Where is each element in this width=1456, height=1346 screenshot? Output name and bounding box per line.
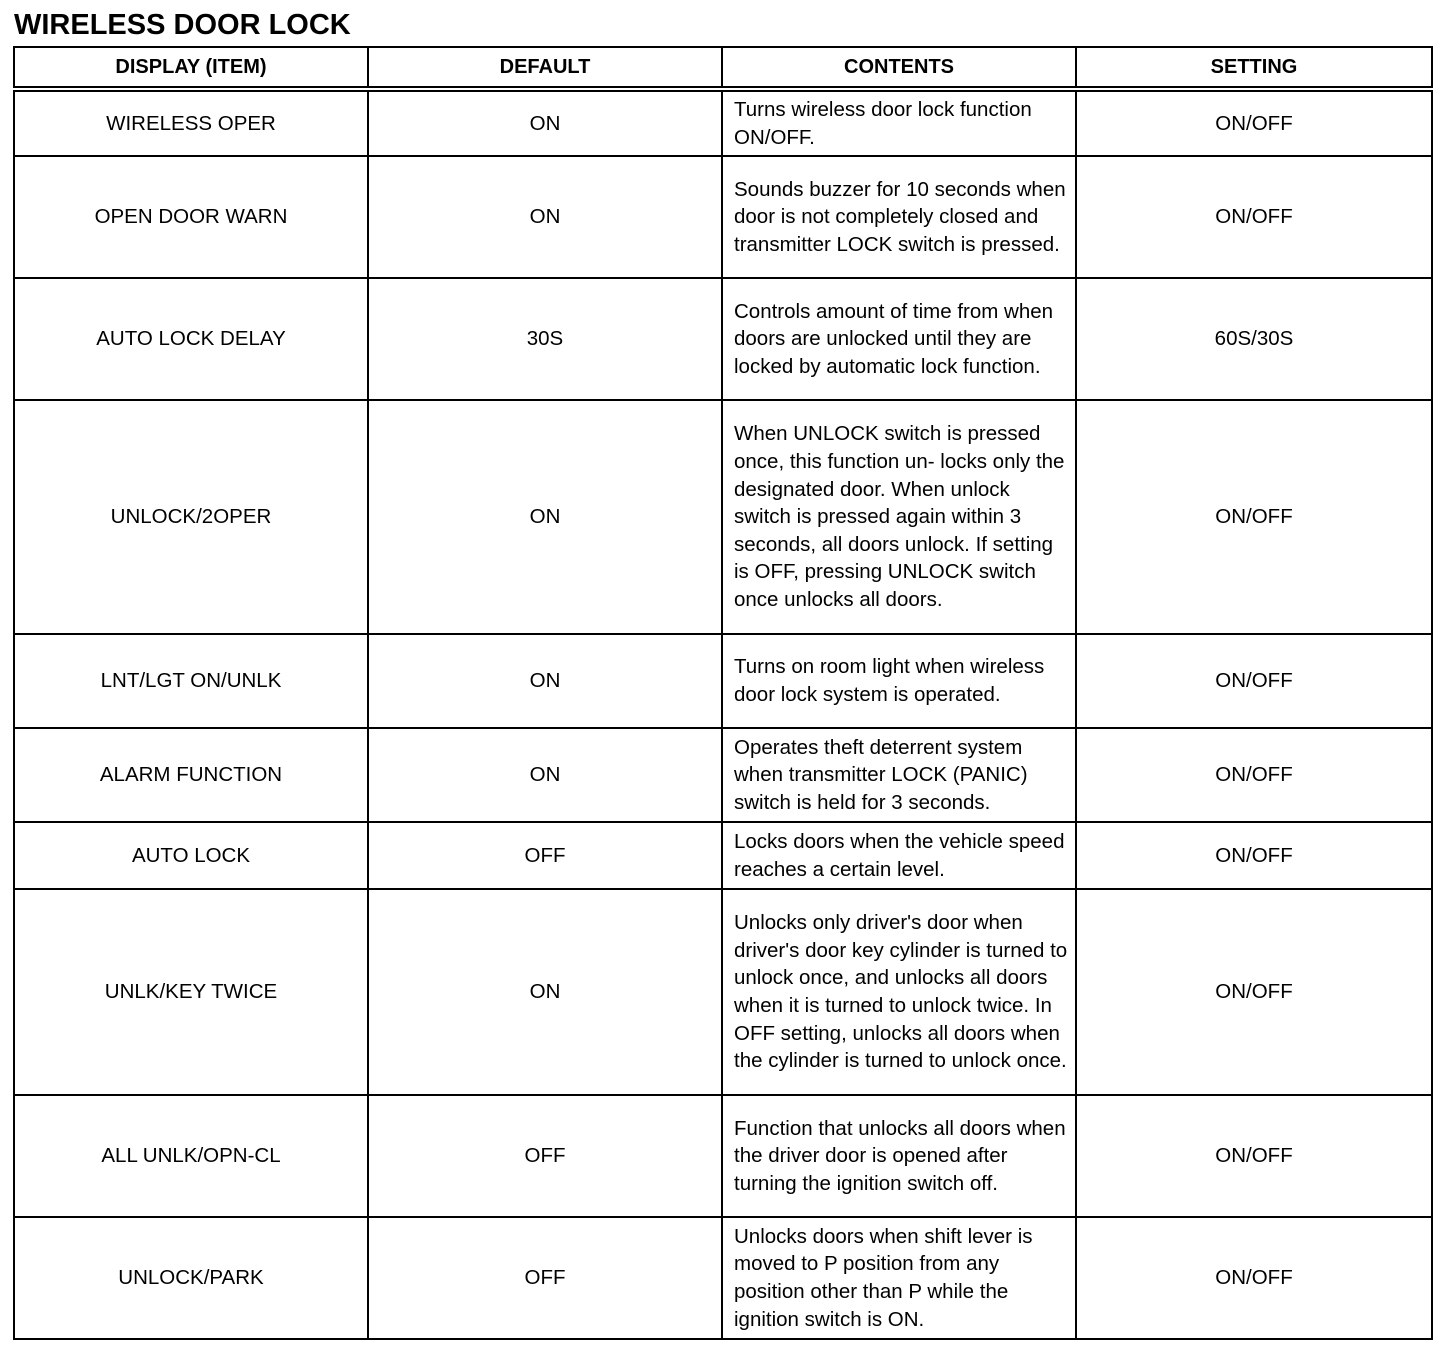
column-header-default: DEFAULT [368, 47, 722, 89]
item-cell: OPEN DOOR WARN [14, 156, 368, 278]
item-cell: ALARM FUNCTION [14, 728, 368, 822]
setting-cell: ON/OFF [1076, 89, 1432, 156]
default-cell: ON [368, 89, 722, 156]
table-row [14, 156, 1432, 278]
item-cell: UNLK/KEY TWICE [14, 889, 368, 1095]
table-row [14, 634, 1432, 728]
default-cell: ON [368, 728, 722, 822]
contents-cell: Operates theft deterrent system when transmitter LOCK (PANIC) switch is held for 3 seconds. [722, 728, 1076, 822]
contents-cell: Controls amount of time from when doors are unlocked until they are locked by automatic lock function. [722, 278, 1076, 400]
table-header-row [14, 47, 1432, 89]
setting-cell: ON/OFF [1076, 400, 1432, 634]
item-cell: LNT/LGT ON/UNLK [14, 634, 368, 728]
table-row [14, 400, 1432, 634]
contents-cell: Turns wireless door lock function ON/OFF. [722, 89, 1076, 156]
table-row [14, 822, 1432, 889]
item-cell: AUTO LOCK [14, 822, 368, 889]
column-header-item: DISPLAY (ITEM) [14, 47, 368, 89]
contents-cell: Locks doors when the vehicle speed reaches a certain level. [722, 822, 1076, 889]
contents-cell: When UNLOCK switch is pressed once, this function un- locks only the designated door. When unlock switch is pressed again within 3 seconds, all doors unlock. If setting is OFF, pressing UNLOCK switch once unlocks all doors. [722, 400, 1076, 634]
settings-table [13, 46, 1433, 1340]
table-row [14, 89, 1432, 156]
table-row [14, 728, 1432, 822]
default-cell: 30S [368, 278, 722, 400]
column-header-contents: CONTENTS [722, 47, 1076, 89]
default-cell: OFF [368, 1217, 722, 1339]
setting-cell: ON/OFF [1076, 634, 1432, 728]
setting-cell: ON/OFF [1076, 728, 1432, 822]
contents-cell: Sounds buzzer for 10 seconds when door is not completely closed and transmitter LOCK switch is pressed. [722, 156, 1076, 278]
setting-cell: ON/OFF [1076, 156, 1432, 278]
contents-cell: Unlocks doors when shift lever is moved to P position from any position other than P while the ignition switch is ON. [722, 1217, 1076, 1339]
default-cell: ON [368, 400, 722, 634]
contents-cell: Turns on room light when wireless door lock system is operated. [722, 634, 1076, 728]
item-cell: WIRELESS OPER [14, 89, 368, 156]
setting-cell: ON/OFF [1076, 1217, 1432, 1339]
item-cell: UNLOCK/PARK [14, 1217, 368, 1339]
setting-cell: ON/OFF [1076, 822, 1432, 889]
column-header-setting: SETTING [1076, 47, 1432, 89]
default-cell: ON [368, 889, 722, 1095]
setting-cell: ON/OFF [1076, 1095, 1432, 1217]
contents-cell: Function that unlocks all doors when the driver door is opened after turning the ignition switch off. [722, 1095, 1076, 1217]
item-cell: AUTO LOCK DELAY [14, 278, 368, 400]
item-cell: ALL UNLK/OPN-CL [14, 1095, 368, 1217]
table-row [14, 889, 1432, 1095]
table-row [14, 1095, 1432, 1217]
contents-cell: Unlocks only driver's door when driver's door key cylinder is turned to unlock once, and unlocks all doors when it is turned to unlock twice. In OFF setting, unlocks all doors when the cylinder is turned to unlock once. [722, 889, 1076, 1095]
default-cell: ON [368, 156, 722, 278]
setting-cell: ON/OFF [1076, 889, 1432, 1095]
item-cell: UNLOCK/2OPER [14, 400, 368, 634]
default-cell: OFF [368, 1095, 722, 1217]
page-title: WIRELESS DOOR LOCK [14, 9, 351, 41]
default-cell: ON [368, 634, 722, 728]
table-row [14, 1217, 1432, 1339]
setting-cell: 60S/30S [1076, 278, 1432, 400]
table-row [14, 278, 1432, 400]
default-cell: OFF [368, 822, 722, 889]
